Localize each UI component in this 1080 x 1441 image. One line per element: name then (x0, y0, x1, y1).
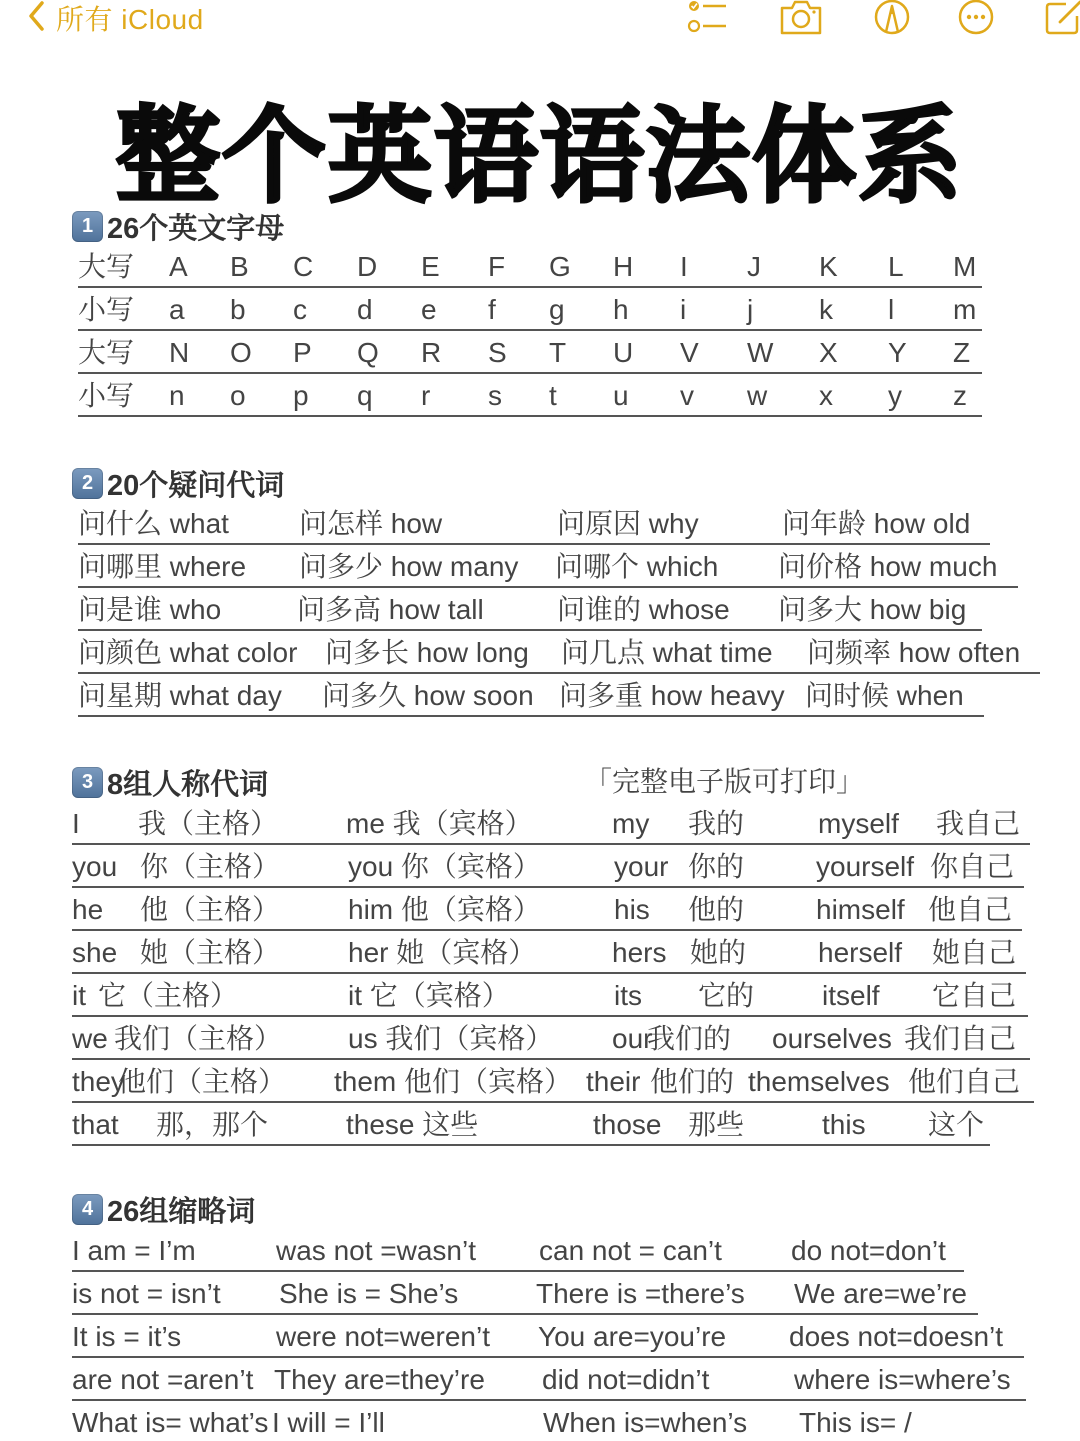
pronoun-item: this (822, 1109, 866, 1140)
more-ellipsis-icon[interactable] (956, 0, 996, 36)
letter: F (488, 251, 506, 282)
pronoun-row (72, 1018, 1030, 1060)
pronoun-item: itself (822, 980, 880, 1011)
pronoun-item: 那些 (688, 1109, 745, 1140)
letter: c (293, 294, 307, 325)
letter: M (953, 251, 977, 282)
contraction-row (72, 1273, 978, 1315)
pronoun-item: 他们自己 (908, 1066, 1021, 1097)
pronoun-item: 他（主格） (140, 894, 281, 925)
section-title: 26组缩略词 (107, 1196, 256, 1228)
pronoun-item: she (72, 937, 118, 968)
number-badge-3: 3 (72, 767, 103, 798)
letter: P (293, 337, 312, 368)
interrogative-item: 问价格 how much (778, 551, 998, 582)
pronoun-item: us 我们（宾格） (348, 1023, 554, 1054)
pronoun-item: 他们（主格） (118, 1066, 287, 1097)
letter: y (888, 380, 902, 411)
pronoun-item: 你的 (688, 851, 745, 882)
alphabet-row (78, 375, 982, 417)
interrogative-item: 问多高 how tall (297, 594, 484, 625)
section-title: 20个疑问代词 (107, 470, 285, 502)
letter: m (953, 294, 977, 325)
letter: X (819, 337, 838, 368)
pronoun-item: ourselves (772, 1023, 892, 1054)
interrogative-item: 问多长 how long (325, 637, 529, 668)
letter: R (421, 337, 442, 368)
letter: B (230, 251, 249, 282)
pronoun-item: hers (612, 937, 667, 968)
letter: V (680, 337, 699, 368)
markup-pen-icon[interactable] (872, 0, 912, 36)
letter: K (819, 251, 838, 282)
pronoun-item: them 他们（宾格） (334, 1066, 573, 1097)
letter: H (613, 251, 634, 282)
letter: k (819, 294, 833, 325)
pronoun-item: 我自己 (936, 808, 1021, 839)
back-label: 所有 iCloud (56, 4, 204, 35)
number-badge-1: 1 (72, 211, 103, 242)
pronoun-row (72, 1061, 1034, 1103)
pronoun-item: 他们的 (650, 1066, 735, 1097)
pronoun-item: 她（主格） (140, 937, 281, 968)
letter: g (549, 294, 565, 325)
letter: r (421, 380, 431, 411)
letter: o (230, 380, 246, 411)
case-label: 小写 (78, 294, 135, 325)
letter: p (293, 380, 309, 411)
pronoun-item: it (72, 980, 86, 1011)
interrogative-item: 问年龄 how old (782, 508, 971, 539)
pronoun-row (72, 975, 1028, 1017)
pronoun-row (72, 803, 1030, 845)
letter: C (293, 251, 314, 282)
interrogative-item: 问谁的 whose (557, 594, 730, 625)
interrogative-item: 问多少 how many (299, 551, 519, 582)
letter: w (747, 380, 768, 411)
interrogative-item: 问频率 how often (807, 637, 1021, 668)
checklist-icon[interactable] (686, 0, 726, 36)
pronoun-item: her 她（宾格） (348, 937, 537, 968)
letter: z (953, 380, 967, 411)
letter: l (888, 294, 895, 325)
pronoun-item: 你自己 (930, 851, 1015, 882)
interrogative-item: 问哪个 which (555, 551, 719, 582)
interrogative-item: 问原因 why (557, 508, 699, 539)
case-label: 小写 (78, 380, 135, 411)
pronoun-item: 它（主格） (98, 980, 239, 1011)
interrogative-row (78, 632, 1040, 674)
pronoun-item: we (72, 1023, 108, 1054)
pronoun-item: its (614, 980, 642, 1011)
pronoun-item: him 他（宾格） (348, 894, 541, 925)
pronoun-item: you 你（宾格） (348, 851, 541, 882)
contraction-item: They are=they’re (274, 1364, 485, 1395)
number-badge-4: 4 (72, 1194, 103, 1225)
interrogative-row (78, 503, 990, 545)
letter: q (357, 380, 373, 411)
pronoun-item: his (614, 894, 650, 925)
compose-icon[interactable] (1044, 0, 1080, 36)
contraction-item: were not=weren’t (276, 1321, 491, 1352)
pronoun-item: 她自己 (932, 937, 1017, 968)
pronoun-item: herself (818, 937, 903, 968)
pronoun-item: yourself (816, 851, 915, 882)
pronoun-item: me 我（宾格） (346, 808, 533, 839)
contraction-row (72, 1230, 964, 1272)
interrogative-row (78, 546, 1018, 588)
interrogative-item: 问什么 what (78, 508, 229, 539)
camera-icon[interactable] (778, 0, 824, 36)
contraction-item: What is= what’s (72, 1407, 269, 1438)
section-heading-interrogatives (72, 463, 284, 504)
contraction-item: does not=doesn’t (789, 1321, 1004, 1352)
letter: Y (888, 337, 907, 368)
pronoun-item: 她的 (690, 937, 747, 968)
letter: f (488, 294, 496, 325)
interrogative-row (78, 675, 984, 717)
letter: S (488, 337, 507, 368)
contraction-item: You are=you’re (538, 1321, 727, 1352)
interrogative-item: 问多久 how soon (322, 680, 534, 711)
pronoun-item: 它的 (698, 980, 755, 1011)
pronoun-item: their (586, 1066, 641, 1097)
contraction-item: I am = I’m (72, 1235, 196, 1266)
letter: x (819, 380, 833, 411)
alphabet-row (78, 246, 982, 288)
letter: G (549, 251, 571, 282)
interrogative-item: 问多重 how heavy (559, 680, 785, 711)
letter: L (888, 251, 904, 282)
letter: v (680, 380, 694, 411)
letter: n (169, 380, 185, 411)
pronoun-item: 这个 (928, 1109, 985, 1140)
letter: h (613, 294, 629, 325)
pronoun-item: your (614, 851, 669, 882)
letter: W (747, 337, 774, 368)
case-label: 大写 (78, 251, 135, 282)
alphabet-row (78, 289, 982, 331)
section-heading-contractions (72, 1189, 255, 1230)
letter: T (549, 337, 567, 368)
letter: Z (953, 337, 971, 368)
letter: O (230, 337, 252, 368)
pronoun-item: that (72, 1109, 119, 1140)
interrogative-item: 问时候 when (805, 680, 964, 711)
pronoun-row (72, 889, 1022, 931)
back-button[interactable] (26, 0, 204, 36)
contraction-item: are not =aren’t (72, 1364, 254, 1395)
letter: A (169, 251, 188, 282)
pronoun-item: 我们自己 (904, 1023, 1017, 1054)
case-label: 大写 (78, 337, 135, 368)
letter: U (613, 337, 634, 368)
letter: E (421, 251, 440, 282)
contraction-item: did not=didn’t (542, 1364, 710, 1395)
pronoun-item: it 它（宾格） (348, 980, 510, 1011)
letter: j (747, 294, 754, 325)
alphabet-row (78, 332, 982, 374)
letter: t (549, 380, 557, 411)
section-heading-alphabet (72, 206, 284, 247)
pronoun-item: 他自己 (928, 894, 1013, 925)
pronoun-item: you (72, 851, 118, 882)
contraction-item: It is = it’s (72, 1321, 182, 1352)
letter: d (357, 294, 373, 325)
contraction-item: There is =there’s (536, 1278, 745, 1309)
contraction-item: We are=we’re (794, 1278, 968, 1309)
pronoun-item: themselves (748, 1066, 890, 1097)
letter: e (421, 294, 437, 325)
contraction-item: can not = can’t (539, 1235, 722, 1266)
pronoun-item: he (72, 894, 104, 925)
pronoun-item: himself (816, 894, 905, 925)
letter: Q (357, 337, 379, 368)
pronoun-item: they (72, 1066, 125, 1097)
pronoun-row (72, 846, 1024, 888)
pronoun-item: 我们的 (647, 1023, 732, 1054)
pronoun-item: 我的 (688, 808, 745, 839)
interrogative-row (78, 589, 982, 631)
letter: s (488, 380, 502, 411)
pronoun-item: 他的 (688, 894, 745, 925)
pronoun-item: 那，那个 (156, 1109, 269, 1140)
interrogative-item: 问几点 what time (561, 637, 773, 668)
chevron-left-icon (26, 0, 48, 37)
contraction-item: When is=when’s (543, 1407, 748, 1438)
pronoun-item: 我们（主格） (114, 1023, 283, 1054)
contraction-item: is not = isn’t (72, 1278, 221, 1309)
pronoun-item: my (612, 808, 650, 839)
section-heading-pronouns (72, 762, 268, 803)
contraction-row (72, 1359, 1026, 1401)
letter: i (680, 294, 687, 325)
letter: b (230, 294, 246, 325)
interrogative-item: 问哪里 where (78, 551, 247, 582)
interrogative-item: 问多大 how big (778, 594, 967, 625)
navigation-bar (0, 0, 1080, 44)
pronoun-item: 你（主格） (140, 851, 281, 882)
printable-note: 「完整电子版可打印」 (584, 766, 865, 797)
letter: I (680, 251, 688, 282)
contraction-row (72, 1316, 1024, 1358)
contraction-item: This is= / (799, 1407, 912, 1438)
interrogative-item: 问是谁 who (78, 594, 222, 625)
pronoun-item: those (593, 1109, 662, 1140)
pronoun-item: 我（主格） (138, 808, 279, 839)
section-title: 8组人称代词 (107, 769, 269, 801)
letter: a (169, 294, 185, 325)
section-title: 26个英文字母 (107, 213, 285, 245)
page-title: 整个英语语法体系 (115, 95, 964, 217)
contraction-item: where is=where’s (794, 1364, 1011, 1395)
letter: D (357, 251, 378, 282)
pronoun-row (72, 1104, 990, 1146)
pronoun-row (72, 932, 1026, 974)
pronoun-item: 它自己 (932, 980, 1017, 1011)
number-badge-2: 2 (72, 468, 103, 499)
pronoun-item: myself (818, 808, 899, 839)
interrogative-item: 问怎样 how (299, 508, 443, 539)
contraction-item: was not =wasn’t (276, 1235, 476, 1266)
letter: u (613, 380, 629, 411)
interrogative-item: 问颜色 what color (78, 637, 298, 668)
contraction-row (72, 1402, 928, 1441)
pronoun-item: I (72, 808, 80, 839)
contraction-item: I will = I’ll (272, 1407, 385, 1438)
contraction-item: She is = She’s (279, 1278, 459, 1309)
pronoun-item: our (612, 1023, 653, 1054)
letter: N (169, 337, 190, 368)
contraction-item: do not=don’t (791, 1235, 946, 1266)
pronoun-item: these 这些 (346, 1109, 479, 1140)
letter: J (747, 251, 761, 282)
interrogative-item: 问星期 what day (78, 680, 282, 711)
